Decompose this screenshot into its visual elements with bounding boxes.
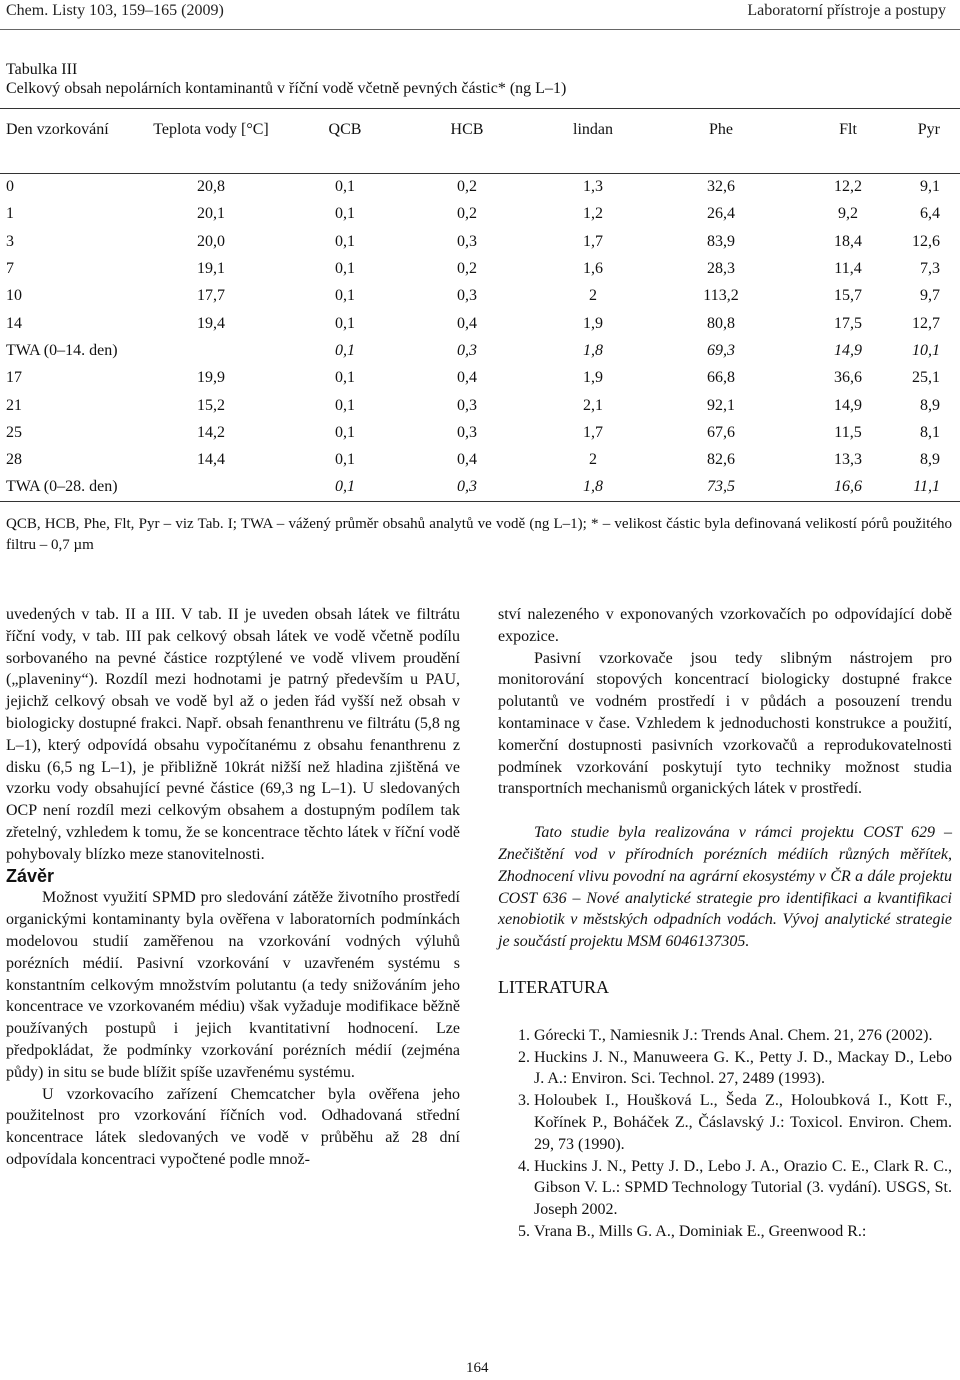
- table-cell: 11,5: [834, 423, 862, 441]
- table-cell: 0,4: [457, 369, 477, 387]
- table-cell: 19,4: [197, 314, 225, 332]
- reference-item: 4. Huckins J. N., Petty J. D., Lebo J. A., Orazio C. E., Clark R. C., Gibson V. L.: SPMD Technology Tutorial (3. vydání). USGS, St. Joseph 2002.: [534, 1156, 952, 1221]
- table-row: [0, 255, 960, 282]
- table-row: [0, 228, 960, 255]
- table-cell: 25: [6, 423, 22, 441]
- table-cell: 17,5: [834, 314, 862, 332]
- table-cell: 0,1: [335, 287, 355, 305]
- table-cell: 12,7: [912, 314, 940, 332]
- table-label: Tabulka III: [6, 61, 78, 78]
- table-cell: 82,6: [707, 451, 735, 469]
- table-cell: 0,1: [335, 341, 355, 359]
- page-number: 164: [466, 1360, 489, 1376]
- table-cell: 0,4: [457, 451, 477, 469]
- table-cell: 1,9: [583, 369, 603, 387]
- table-cell: 0,1: [335, 423, 355, 441]
- reference-item: 2. Huckins J. N., Manuweera G. K., Petty J. D., Mackay D., Lebo J. A.: Environ. Sci. Technol. 27, 2489 (1993).: [534, 1047, 952, 1091]
- table-cell: 20,8: [197, 178, 225, 196]
- table-cell: 9,7: [920, 287, 940, 305]
- table-cell: 1,8: [583, 341, 603, 359]
- table-cell: 7,3: [920, 260, 940, 278]
- left-column: [6, 604, 460, 1171]
- table-cell: TWA (0–28. den): [0, 474, 136, 501]
- table-cell: 1,3: [583, 178, 603, 196]
- paragraph: Možnost využití SPMD pro sledování zátěže životního prostředí organickými kontaminanty byla ověřena v laboratorních podmínkách modelovou studií zaměřenou na vzorkování vodných výluhů porézních médií. Pasivní vzorkování v uzavřeném systému s konstantním celkovým množstvím polutantu (a tedy snižováním jeho koncentrace ve vzorkovaném médiu) však vyžaduje modifikace běžně používaných postupů i jejich kvantitativní hodnocení. Lze předpokládat, že podmínky vzorkování porézních médií (zejména půdy) in situ se bude blížit spíše uzavřenému systému.: [6, 889, 460, 1081]
- table-cell: 2,1: [583, 396, 603, 414]
- references-heading: LITERATURA: [498, 976, 609, 997]
- table-caption: [6, 60, 566, 98]
- table-cell: 0,1: [335, 260, 355, 278]
- column-header: HCB: [404, 109, 530, 174]
- table-cell: 92,1: [707, 396, 735, 414]
- table-cell: 14,2: [197, 423, 225, 441]
- paragraph: uvedených v tab. II a III. V tab. II je uveden obsah látek ve filtrátu říční vody, v tab. III pak celkový obsah látek ve vodě včetně podílu sorbovaného na pevné částice rozptýlené ve vodě vlivem proudění („plaveniny“). Rozdíl mezi hodnotami je patrný především u PAU, jejichž celkový obsah ve vodě byl až o jeden řád vyšší než obsah v biologicky dostupné frakci. Např. obsah fenanthrenu ve filtrátu (5,8 ng L–1), který odpovídá obsahu vypočítanému z obsahu fenanthrenu z disku (6,5 ng L–1), je přibližně 10krát nižší než hladina zjištěná ve vzorku vody obsahující pevné částice (69,3 ng L–1). U sledovaných OCP není rozdíl mezi celkovým obsahem a dostupným podílem tak zřetelný, vzhledem k tomu, že se koncentrace těchto látek v říční vodě pohybovaly blízko meze stanovitelnosti.: [6, 606, 460, 863]
- table-cell: 32,6: [707, 178, 735, 196]
- paragraph: ství nalezeného v exponovaných vzorkovačích po odpovídající době expozice.: [498, 606, 952, 645]
- table-cell: 9,2: [838, 205, 858, 223]
- table-cell: 0,1: [335, 205, 355, 223]
- table-cell: 14,9: [834, 396, 862, 414]
- table-row: [0, 201, 960, 228]
- table-row: [0, 474, 960, 501]
- table-cell: 1,7: [583, 423, 603, 441]
- journal-citation: Chem. Listy 103, 159–165 (2009): [6, 2, 224, 19]
- table-row: [0, 310, 960, 337]
- table-cell: 20,1: [197, 205, 225, 223]
- table-cell: 11,4: [834, 260, 862, 278]
- table-cell: 25,1: [912, 369, 940, 387]
- table-cell: 83,9: [707, 232, 735, 250]
- table-row: [0, 174, 960, 201]
- table-cell: 1,7: [583, 232, 603, 250]
- reference-item: 1. Górecki T., Namiesnik J.: Trends Anal. Chem. 21, 276 (2002).: [534, 1025, 952, 1047]
- table-cell: 15,2: [197, 396, 225, 414]
- table-row: [0, 337, 960, 364]
- table-cell: 0,1: [335, 369, 355, 387]
- table-cell: 28: [6, 451, 22, 469]
- table-row: [0, 446, 960, 473]
- table-cell: 36,6: [834, 369, 862, 387]
- table-cell: 17,7: [197, 287, 225, 305]
- table-cell: 0,3: [457, 423, 477, 441]
- reference-item: 5. Vrana B., Mills G. A., Dominiak E., Greenwood R.:: [534, 1221, 952, 1243]
- table-cell: [136, 337, 286, 364]
- table-cell: TWA (0–14. den): [6, 341, 118, 359]
- table-cell: 113,2: [703, 287, 739, 305]
- table-cell: 9,1: [920, 178, 940, 196]
- table-cell: 73,5: [656, 474, 786, 501]
- paragraph: Pasivní vzorkovače jsou tedy slibným nástrojem pro monitorování stopových koncentrací biologicky dostupné frakce polutantů ve vodném prostředí i v půdách a posouzení trendu kontaminace v čase. Vzhledem k jednoduchosti konstrukce a použití, komerční dostupnosti pasivních vzorkovačů a reprodukovatelnosti podmínek vzorkování poskytují tyto techniky možnost studia transportních mechanismů organických látek v prostředí.: [498, 649, 952, 798]
- table-header-row: [0, 109, 960, 174]
- table-cell: 6,4: [920, 205, 940, 223]
- table-cell: 2: [589, 451, 597, 469]
- section-title: Laboratorní přístroje a postupy: [747, 2, 946, 19]
- table-cell: 10: [6, 287, 22, 305]
- table-cell: 0,2: [457, 205, 477, 223]
- table-cell: 19,9: [197, 369, 225, 387]
- table-row: [0, 283, 960, 310]
- table-cell: 1: [6, 205, 14, 223]
- reference-item: 3. Holoubek I., Houšková L., Šeda Z., Holoubková I., Kott F., Kořínek P., Boháček Z., Čáslavský J.: Toxicol. Environ. Chem. 29, 73 (1990).: [534, 1090, 952, 1155]
- section-heading: Závěr: [6, 865, 55, 886]
- table-cell: 14,9: [834, 341, 862, 359]
- table-cell: 67,6: [707, 423, 735, 441]
- column-header: Teplota vody [°C]: [136, 109, 286, 174]
- table-cell: 0,1: [286, 474, 404, 501]
- column-header: QCB: [286, 109, 404, 174]
- table-cell: 0,1: [335, 178, 355, 196]
- table-cell: 12,6: [912, 232, 940, 250]
- table-cell: 16,6: [786, 474, 910, 501]
- column-header: Pyr: [910, 109, 960, 174]
- table-cell: 8,1: [920, 423, 940, 441]
- table-cell: 2: [589, 287, 597, 305]
- table-cell: 0,3: [457, 341, 477, 359]
- table-cell: 18,4: [834, 232, 862, 250]
- table-cell: 17: [6, 369, 22, 387]
- table-cell: 0,3: [457, 287, 477, 305]
- table-cell: 19,1: [197, 260, 225, 278]
- table-cell: 1,2: [583, 205, 603, 223]
- table-footnote: QCB, HCB, Phe, Flt, Pyr – viz Tab. I; TWA – vážený průměr obsahů analytů ve vodě (ng L–1); * – velikost částic byla definovaná velikostí pórů použitého filtru – 0,7 µm: [6, 516, 952, 553]
- table-row: [0, 365, 960, 392]
- table-cell: 0,2: [457, 178, 477, 196]
- table-cell: 0,1: [335, 396, 355, 414]
- table-cell: 1,8: [530, 474, 656, 501]
- table-cell: 14,4: [197, 451, 225, 469]
- table-cell: 8,9: [920, 451, 940, 469]
- table-cell: 0,2: [457, 260, 477, 278]
- table-cell: [136, 474, 286, 501]
- column-header: Phe: [656, 109, 786, 174]
- table-cell: 66,8: [707, 369, 735, 387]
- table-cell: 12,2: [834, 178, 862, 196]
- right-column: [498, 604, 952, 1243]
- table-title: Celkový obsah nepolárních kontaminantů v říční vodě včetně pevných částic* (ng L–1): [6, 80, 567, 97]
- table-cell: 28,3: [707, 260, 735, 278]
- table-cell: 8,9: [920, 396, 940, 414]
- table-row: [0, 419, 960, 446]
- table-cell: 3: [6, 232, 14, 250]
- table-cell: 10,1: [912, 341, 940, 359]
- acknowledgement: Tato studie byla realizována v rámci projektu COST 629 – Znečištění vod v přírodních porézních médiích různých měřítek, Zhodnocení vlivu povodní na agrární ekosystémy v ČR a dále projektu COST 636 – Nové analytické strategie pro identifikaci a kvantifikaci xenobiotik v městských odpadních vodách. Vývoj analytické strategie je součástí projektu MSM 6046137305.: [498, 824, 952, 951]
- table-cell: 1,6: [583, 260, 603, 278]
- table-row: [0, 392, 960, 419]
- table-cell: 20,0: [197, 232, 225, 250]
- table-cell: 0,1: [335, 232, 355, 250]
- table-cell: 0,3: [457, 232, 477, 250]
- paragraph: U vzorkovacího zařízení Chemcatcher byla ověřena jeho použitelnost pro vzorkování říčních vod. Odhadovaná střední koncentrace látek sledovaných ve vodě v průběhu až 28 dní odpovídala koncentraci vypočtené podle množ-: [6, 1085, 460, 1168]
- column-header: Flt: [786, 109, 910, 174]
- reference-list: [498, 1025, 952, 1243]
- table-cell: 7: [6, 260, 14, 278]
- table-cell: 11,1: [910, 474, 960, 501]
- column-header: Den vzorkování: [0, 109, 136, 174]
- table-cell: 14: [6, 314, 22, 332]
- table-cell: 0,1: [335, 451, 355, 469]
- table-cell: 21: [6, 396, 22, 414]
- table-cell: 69,3: [707, 341, 735, 359]
- table-cell: 1,9: [583, 314, 603, 332]
- running-head: [0, 0, 960, 24]
- table-cell: 15,7: [834, 287, 862, 305]
- table-cell: 0,3: [457, 396, 477, 414]
- data-table: [0, 108, 960, 502]
- table-cell: 0,4: [457, 314, 477, 332]
- header-rule: [0, 29, 960, 30]
- table-cell: 0,1: [335, 314, 355, 332]
- table-cell: 26,4: [707, 205, 735, 223]
- table-cell: 0: [6, 178, 14, 196]
- table-cell: 13,3: [834, 451, 862, 469]
- table-cell: 0,3: [404, 474, 530, 501]
- table-cell: 80,8: [707, 314, 735, 332]
- column-header: lindan: [530, 109, 656, 174]
